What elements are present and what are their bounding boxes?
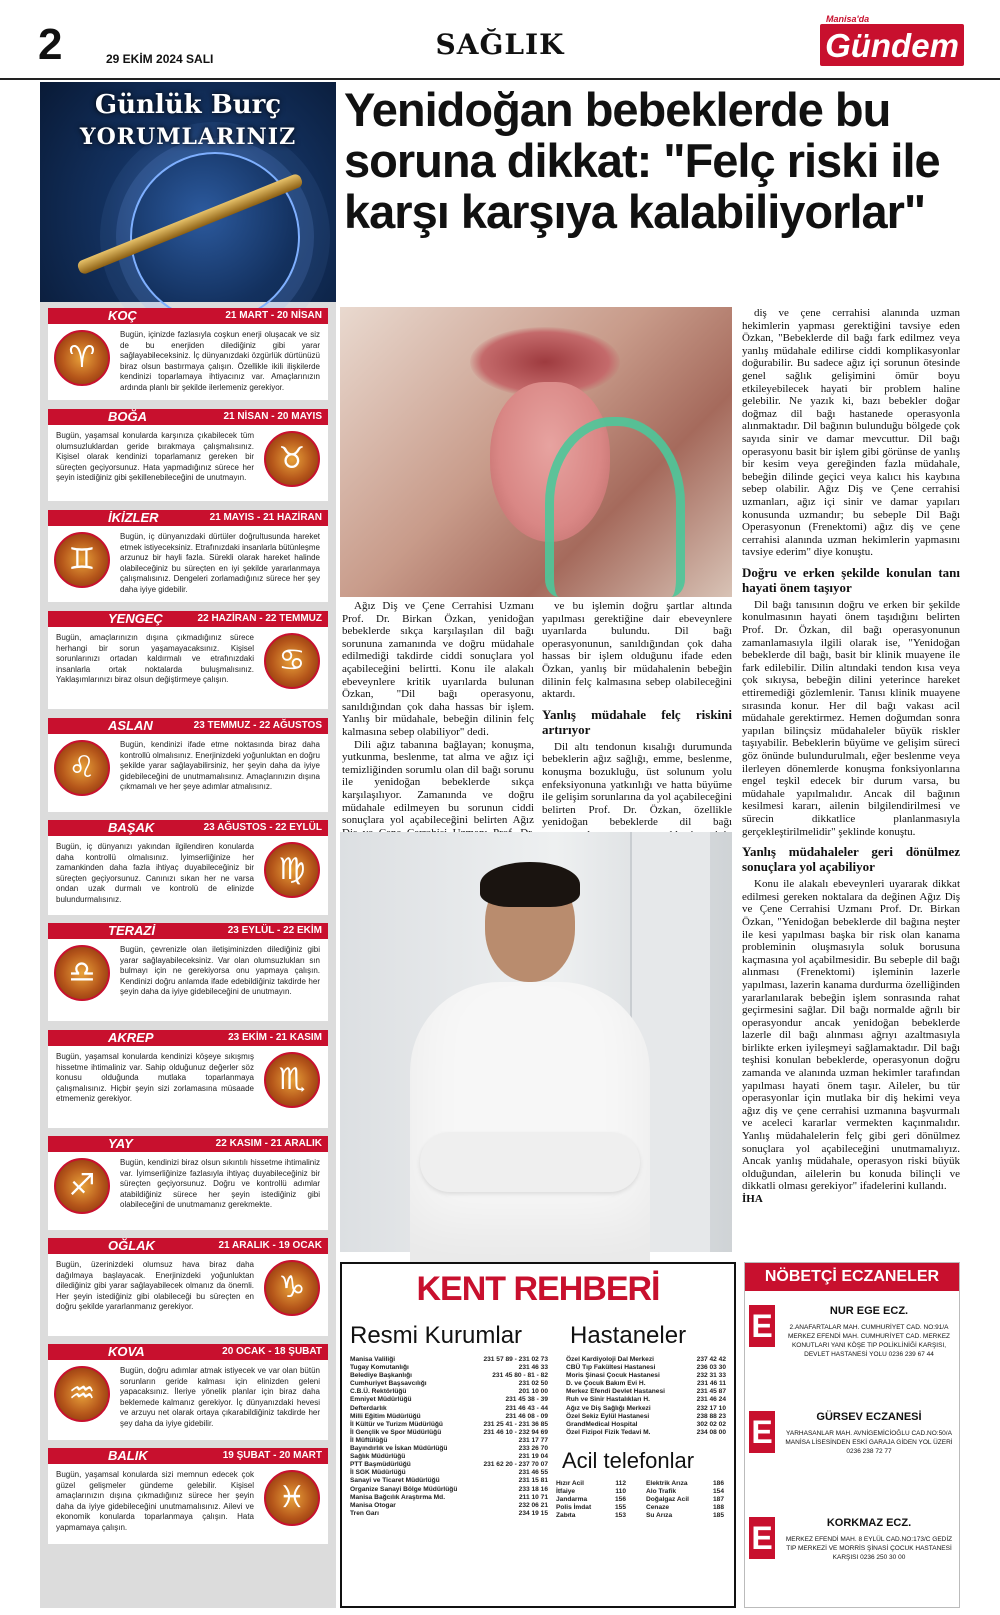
zodiac-sign-icon: ♍ (264, 842, 320, 898)
pharmacy-name: NUR EGE ECZ. (829, 1305, 909, 1317)
zodiac-sign-icon: ♊ (54, 532, 110, 588)
sign-name: BAŞAK (108, 820, 155, 835)
article-headline: Yenidoğan bebeklerde bu soruna dikkat: "Felç riski ile karşı karşıya kalabiliyorlar" (344, 83, 940, 238)
emergency-row (556, 1504, 626, 1512)
duty-pharmacies-title: NÖBETÇİ ECZANELER (745, 1263, 959, 1291)
directory-phone: 231 19 04 (518, 1453, 548, 1461)
directory-row (566, 1429, 726, 1437)
emergency-number: 112 (615, 1480, 626, 1487)
baby-tongue-photo (340, 307, 732, 597)
directory-row (350, 1477, 548, 1485)
pharmacy-entry (745, 1507, 961, 1607)
directory-row (350, 1469, 548, 1477)
emergency-name: Jandarma (556, 1496, 588, 1504)
article-paragraph: diş ve çene cerrahisi alanında uzman hekimlerin yapması gerektiğini tavsiye eden Özkan, "Bebeklerde dil bağı fark edilmez veya yanlış müdahale edilirse ciddi komplikasyonlar doğurabilir. Bu sadece ağız içi sorunun ötesinde genel sağlık gelişimini ömür boyu etkileyebilecek hayati bir problem haline gelebilir. Ne yazık ki, bazı bebekler doğar doğmaz dil bağı hastanede operasyonla alınmaktadır. Dil bağının bulunduğu bölgede çok sayıda sinir ve damar mevcuttur. Dil bağı operasyonu basit bir işlem gibi görünse de yanlış bir kesim veya gereğinden fazla müdahale, bebeğin dilinde geçici veya kalıcı his kaybına sebep olabilir. Ağız Diş ve Çene cerrahisi uzmanları, ağız içi sinir ve damar yapıları konusunda uzmandır; bu sebeple Dil Bağı Operasyonun (Frenektomi) ağız diş ve çene cerrahisi alanında uzman hekimlerin yapmasını tavsiye ederim" diye konuştu. (742, 307, 960, 559)
directory-row (566, 1421, 726, 1429)
sign-header-bar (48, 820, 328, 836)
directory-phone: 231 45 87 (696, 1388, 726, 1396)
directory-row (566, 1380, 726, 1388)
directory-name: C.B.Ü. Rektörlüğü (350, 1388, 407, 1396)
article-column-3 (742, 307, 960, 1255)
sign-text: Bugün, çevrenizle olan iletişiminizden dilediğiniz gibi yarar sağlayabileceksiniz. Var olan olumsuzlukları sın bulmayı için ne gerekiyorsa onu yapmaya çalışın. Kendinizi doğru anlamda ifade edebildiğiniz takdirde her şeyin daha da iyiye gidebileceğini de unutmayın. (120, 945, 320, 996)
pharmacy-address: MERKEZ EFENDİ MAH. 8 EYLÜL CAD.NO:173/C GEDİZ TIP MERKEZİ VE MORRİS ŞİNASİ ÇOCUK HASTANESİ KARŞISI 0236 250 30 00 (785, 1536, 953, 1561)
section-title: SAĞLIK (435, 28, 565, 61)
directory-row (350, 1413, 548, 1421)
horoscope-sign-card (48, 820, 328, 915)
zodiac-sign-icon: ♒ (54, 1366, 110, 1422)
directory-row (566, 1388, 726, 1396)
sign-name: BALIK (108, 1448, 148, 1463)
directory-name: Özel Sekiz Eylül Hastanesi (566, 1412, 650, 1420)
article-paragraph: Ağız Diş ve Çene Cerrahisi Uzmanı Prof. Dr. Birkan Özkan, yenidoğan bebeklerde sıkça karşılaşılan dil bağı sorununa zamanında ve doğru müdahale edilmediği takdirde ciddi sonuçlara yol açabileceğini belirtti. Konu ile alakalı ebeveynlere kritik uyarılarda bulunan Özkan, "Dil bağı operasyonu, sanıldığından çok daha hassas bir işlem. Yanlış bir müdahale, bebeğin dilinin felç kalmasına sebep olabiliyor" dedi. (342, 600, 534, 738)
directory-phone: 231 46 55 (518, 1469, 548, 1477)
sign-dates: 20 OCAK - 18 ŞUBAT (222, 1346, 322, 1357)
directory-row (350, 1388, 548, 1396)
directory-row (350, 1364, 548, 1372)
article-paragraph: Dili ağız tabanına bağlayan; konuşma, yutkunma, beslenme, tat alma ve ağız içi temizliğinden sorumlu olan dil bağı sorunu ile yenidoğan bebeklerde sıkça karşılaşılıyor. Zamanında ve doğru müdahale edilmeyen bu sorunun ciddi sonuçlara yol açabileceğini belirten Ağız (342, 738, 534, 827)
emergency-row (646, 1488, 724, 1496)
sign-header-bar (48, 308, 328, 324)
directory-phone: 231 46 24 (696, 1396, 726, 1404)
directory-phone: 231 46 08 - 09 (505, 1412, 548, 1420)
directory-name: Tren Garı (350, 1509, 379, 1517)
city-guide-box (340, 1262, 736, 1608)
pharmacy-e-icon: E (749, 1517, 775, 1559)
emergency-name: Zabıta (556, 1512, 576, 1520)
sign-dates: 21 MAYIS - 21 HAZİRAN (209, 512, 322, 523)
horoscope-column (40, 82, 336, 1608)
horoscope-title: Günlük Burç (94, 90, 282, 120)
directory-phone: 236 03 30 (696, 1364, 726, 1372)
directory-phone: 231 45 80 - 81 - 82 (492, 1372, 548, 1380)
directory-name: Merkez Efendi Devlet Hastanesi (566, 1388, 665, 1396)
sign-header-bar (48, 718, 328, 734)
sign-name: BOĞA (108, 409, 147, 424)
pharmacy-e-icon: E (749, 1411, 775, 1453)
horoscope-sign-card (48, 1344, 328, 1440)
emergency-name: Alo Trafik (646, 1488, 677, 1496)
directory-name: İl Kültür ve Turizm Müdürlüğü (350, 1420, 443, 1428)
directory-phone: 231 46 10 - 232 94 69 (483, 1428, 548, 1436)
emergency-row (646, 1512, 724, 1520)
article-subheading: Yanlış müdahaleler geri dönülmez sonuçlara yol açabiliyor (742, 844, 960, 875)
pharmacy-address: YARHASANLAR MAH. AVNİGEMİCİOĞLU CAD.NO:50/A MANİSA LİSESİNDEN ESKİ GARAJA GİDEN YOL ÜZERİ 0236 238 72 77 (785, 1430, 953, 1455)
sign-name: KOÇ (108, 308, 137, 323)
directory-row (566, 1372, 726, 1380)
directory-name: Cumhuriyet Başsavcılığı (350, 1380, 427, 1388)
directory-phone: 231 46 33 (518, 1364, 548, 1372)
sign-text: Bugün, iç dünyanızdaki dürtüler doğrultusunda hareket etmek istiyeceksiniz. Etrafınızdaki insanlarla bütünleşme arzunuz bir hayli fazla. Sürekli olarak hareket halinde olabileceğiniz bu süreçten en iyi şekilde yararlanmaya çalışmalısınız. Dengeleri zorlamadığınız sürece her şey daha iyiye gidebilir. (120, 532, 320, 594)
directory-phone: 231 25 41 - 231 36 85 (483, 1420, 548, 1428)
zodiac-sign-icon: ♈ (54, 330, 110, 386)
directory-name: Belediye Başkanlığı (350, 1372, 412, 1380)
horoscope-sign-card (48, 1136, 328, 1230)
sign-dates: 23 EKİM - 21 KASIM (228, 1032, 322, 1043)
sign-dates: 19 ŞUBAT - 20 MART (222, 1450, 322, 1461)
emergency-name: Hızır Acil (556, 1480, 584, 1487)
person-hair-shape (480, 862, 580, 907)
directory-name: Defterdarlık (350, 1404, 387, 1412)
directory-phone: 231 46 43 - 44 (505, 1404, 548, 1412)
directory-phone: 232 31 33 (696, 1372, 726, 1380)
directory-name: Özel Fizipol Fizik Tedavi M. (566, 1428, 651, 1436)
directory-name: İl Gençlik ve Spor Müdürlüğü (350, 1428, 442, 1436)
sign-name: YENGEÇ (108, 611, 163, 626)
sign-dates: 22 KASIM - 21 ARALIK (215, 1138, 322, 1149)
directory-phone: 231 02 50 (518, 1380, 548, 1388)
directory-row (350, 1437, 548, 1445)
doctor-portrait-photo (340, 832, 732, 1252)
directory-row (566, 1356, 726, 1364)
emergency-number: 110 (615, 1488, 626, 1496)
directory-row (566, 1364, 726, 1372)
directory-name: Emniyet Müdürlüğü (350, 1396, 412, 1404)
agency-credit: İHA (742, 1193, 763, 1205)
person-arms-shape (420, 1132, 640, 1192)
article-paragraph: Dil altı tendonun kısalığı durumunda bebeklerin ağız sağlığı, emme, beslenme, konuşma bozukluğu, üst solunum yolu enfeksiyonuna yatkınlığı ve hatta büyüme ile gelişim sorunlarına da yol açabileceğini belirten Prof. Dr. Özkan, özellikle yenidoğan bebeklerde dil bağı (542, 740, 732, 829)
directory-name: Bayındırlık ve İskan Müdürlüğü (350, 1445, 448, 1453)
sign-header-bar (48, 1344, 328, 1360)
emergency-number: 155 (614, 1504, 626, 1512)
emergency-row (646, 1496, 724, 1504)
emergency-number: 154 (712, 1488, 724, 1496)
directory-name: GrandMedical Hospital (566, 1420, 638, 1428)
zodiac-sign-icon: ♎ (54, 945, 110, 1001)
horoscope-sign-card (48, 1238, 328, 1336)
horoscope-sign-card (48, 308, 328, 400)
directory-phone: 232 17 10 (696, 1404, 726, 1412)
sign-header-bar (48, 1136, 328, 1152)
directory-name: Organize Sanayi Bölge Müdürlüğü (350, 1485, 458, 1493)
directory-row (350, 1405, 548, 1413)
directory-phone: 231 57 89 - 231 02 73 (483, 1356, 548, 1363)
directory-phone: 231 46 11 (697, 1380, 726, 1388)
article-subheading: Yanlış müdahale felç riskini artırıyor (542, 706, 732, 737)
newspaper-logo[interactable]: Gündem (820, 24, 964, 66)
emergency-phones-list (556, 1480, 626, 1520)
horoscope-sign-card (48, 923, 328, 1021)
emergency-number: 187 (712, 1496, 724, 1504)
sign-text: Bugün, yaşamsal konularda kendinizi köşeye sıkışmış hissetme ihtimaliniz var. Sahip olduğunuz değerler söz konusu olduğunda mutlaka toparlanmaya çalışmalısınız. Hiçbir şeyin sizi zorlamasına müsaade etmemeniz gerekiyor. (56, 1052, 254, 1103)
emergency-number: 156 (614, 1496, 626, 1504)
directory-phone: 233 18 16 (518, 1485, 548, 1493)
directory-phone: 233 26 70 (518, 1445, 548, 1453)
emergency-row (556, 1512, 626, 1520)
pharmacy-name: KORKMAZ ECZ. (826, 1517, 912, 1529)
emergency-number: 185 (712, 1512, 724, 1520)
sign-name: İKİZLER (108, 510, 159, 525)
page-header (0, 0, 1000, 80)
horoscope-sign-card (48, 718, 328, 812)
sign-dates: 23 AĞUSTOS - 22 EYLÜL (203, 822, 322, 833)
directory-name: Milli Eğitim Müdürlüğü (350, 1412, 421, 1420)
directory-name: Manisa Otogar (350, 1501, 396, 1509)
sign-name: AKREP (108, 1030, 154, 1045)
directory-name: Sağlık Müdürlüğü (350, 1453, 406, 1461)
directory-name: İl SGK Müdürlüğü (350, 1469, 406, 1477)
sign-header-bar (48, 1448, 328, 1464)
directory-name: Manisa Bağcılık Araştırma Md. (350, 1493, 446, 1501)
directory-name: Moris Şinasi Çocuk Hastanesi (566, 1372, 660, 1380)
zodiac-sign-icon: ♑ (264, 1260, 320, 1316)
emergency-number: 153 (614, 1512, 626, 1520)
page-number: 2 (38, 20, 63, 69)
emergency-number: 188 (712, 1504, 724, 1512)
horoscope-sign-card (48, 611, 328, 709)
sign-name: KOVA (108, 1344, 145, 1359)
horoscope-hero-image (40, 82, 336, 302)
directory-row (350, 1421, 548, 1429)
article-paragraph: ve bu işlemin doğru şartlar altında yapılması gerektiğine dair ebeveynlere uyarılarda bulundu. Dil bağı operasyonunun, sanıldığından çok daha hassas bir işlem olduğunu ifade eden Özkan, yanlış bir müdahalenin bebeğin dilinin felç kalmasına sebep olabileceğini aktardı. (542, 600, 732, 701)
directory-row (350, 1510, 548, 1518)
directory-row (350, 1396, 548, 1404)
horoscope-sign-card (48, 510, 328, 602)
directory-name: PTT Başmüdürlüğü (350, 1461, 411, 1469)
pharmacy-e-icon: E (749, 1305, 775, 1347)
logo-tagline: Manisa'da (826, 14, 870, 24)
sign-name: TERAZİ (108, 923, 155, 938)
emergency-name: İtfaiye (556, 1488, 576, 1496)
directory-name: Manisa Valiliği (350, 1356, 396, 1363)
sign-text: Bugün, iç dünyanızı yakından ilgilendiren konularda daha kontrollü olmalısınız. İyimserliğinize her zamankinden daha fazla ihtiyaç duyabileceğiniz bir süreçten geçiyorsunuz. Canınızı sıkan her ne varsa ondan uzak durmalı ve kontrolü de elinizde bulundurmalısınız. (56, 842, 254, 904)
article-column-2 (542, 600, 732, 828)
hospitals-title: Hastaneler (570, 1322, 687, 1349)
emergency-number: 186 (712, 1480, 724, 1487)
sign-header-bar (48, 611, 328, 627)
sign-header-bar (48, 923, 328, 939)
directory-phone: 231 45 38 - 39 (505, 1396, 548, 1404)
sign-dates: 22 HAZİRAN - 22 TEMMUZ (197, 613, 322, 624)
issue-date: 29 EKİM 2024 SALI (106, 52, 214, 66)
horoscope-sign-card (48, 1448, 328, 1544)
article-paragraph: Konu ile alakalı ebeveynleri uyararak dikkat edilmesi gereken noktalara da değinen Ağız Diş ve Çene Cerrahisi Uzmanı Prof. Dr. Birkan Özkan, "Yenidoğan bebeklerde dil bağına neşter ile kesi yapılması başka bir risk olan kanama probleminin oluşmasıyla soluk borusuna kaçmasına yol açabilmesidir. Bu sebeple dil bağı alınması (Frenektomi) işleminin lazerle yapılması, lazerin kanama durdurma özelliğinden yararlanılarak bebeğin işlem sonrasında rahat geçirmesini sağlar. Dil bağı normalde ağrılı bir operasyondur ancak yenidoğan bebeklerde lazerle dil bağı alınması ağrıyı azaltmasıyla birlikte erken iyileşmeyi sağlamaktadır. Dil bağı teşhisi konulan bebeklerde, operasyonun doğru zamanda ve alanında uzman hekimler tarafından yapılması hayati önem taşır. Aileler, bu tür operasyonlar için mutlaka bir diş hekimi veya ağız diş ve çene cerrahisi uzmanına başvurmalı ve aceleci kararlar vermekten kaçınmalıdır. Yanlış müdahalelerin felç gibi geri dönülmez sonuçlara yol açabileceğini unutmamalıyız. Ancak yanlış müdahale, operasyon riski büyük olduğundan, ailelerin bu konuda bilinçli ve dikkatli olması gerekiyor" ifadelerini kullandı. (742, 878, 960, 1193)
directory-name: Tugay Komutanlığı (350, 1364, 409, 1372)
official-institutions-list (350, 1356, 548, 1518)
sign-dates: 23 EYLÜL - 22 EKİM (227, 925, 322, 936)
sign-dates: 21 NİSAN - 20 MAYIS (223, 411, 322, 422)
directory-phone: 238 88 23 (696, 1412, 726, 1420)
directory-phone: 302 02 02 (696, 1420, 726, 1428)
directory-phone: 237 42 42 (696, 1356, 726, 1363)
zodiac-sign-icon: ♉ (264, 431, 320, 487)
pharmacy-address: 2.ANAFARTALAR MAH. CUMHURİYET CAD. NO:91/A MERKEZ EFENDİ MAH. CUMHURİYET CAD. MERKEZ KONUTLARI YANI KÖŞE TIP POLİKLİNİĞİ KARŞISI, DEVLET HASTANESİ YOLU 0236 239 67 44 (787, 1324, 951, 1358)
directory-name: Sanayi ve Ticaret Müdürlüğü (350, 1477, 440, 1485)
directory-phone: 234 19 15 (518, 1509, 548, 1517)
emergency-name: Cenaze (646, 1504, 670, 1512)
pharmacy-entry (745, 1401, 961, 1501)
directory-name: Ağız ve Diş Sağlığı Merkezi (566, 1404, 651, 1412)
zodiac-sign-icon: ♌ (54, 740, 110, 796)
directory-name: D. ve Çocuk Bakım Evi H. (566, 1380, 646, 1388)
pharmacy-entry (745, 1295, 961, 1395)
zodiac-sign-icon: ♐ (54, 1158, 110, 1214)
sign-header-bar (48, 510, 328, 526)
emergency-row (646, 1504, 724, 1512)
sign-dates: 21 MART - 20 NİSAN (225, 310, 322, 321)
directory-row (350, 1429, 548, 1437)
emergency-phones-title: Acil telefonlar (562, 1448, 695, 1473)
sign-name: YAY (108, 1136, 133, 1151)
tongue-tool-shape (545, 417, 685, 597)
sign-text: Bugün, yaşamsal konularda sizi memnun edecek çok güzel gelişmeler gündeme gelebilir. Kişisel amaçlarınızın dışına çıkmadığınız sürece her şeyin daha da iyiye gidebileceğini unutmamalısınız. Ailevi ve ekonomik konularda toparlanmaya çalışın. Hata yapmamaya çalışın. (56, 1470, 254, 1532)
emergency-row (556, 1480, 626, 1488)
directory-name: Ruh ve Sinir Hastalıkları H. (566, 1396, 650, 1404)
zodiac-sign-icon: ♏ (264, 1052, 320, 1108)
emergency-name: Elektrik Arıza (646, 1480, 688, 1487)
zodiac-sign-icon: ♋ (264, 633, 320, 689)
sign-text: Bugün, yaşamsal konularda karşınıza çıkabilecek tüm olumsuzluklardan geride bırakmaya çalışmalısınız. Kişisel olarak kendinizi toparlamanız gereken bir süreçten geçiyorsunuz. Hata yapmadığınız sürece her şeyin istediğiniz gibi şekillenebileceğini de unutmayın. (56, 431, 254, 482)
emergency-name: Polis İmdat (556, 1504, 592, 1512)
directory-name: CBÜ Tıp Fakültesi Hastanesi (566, 1364, 656, 1372)
sign-header-bar (48, 1238, 328, 1254)
directory-phone: 231 17 77 (518, 1436, 548, 1444)
directory-row (350, 1494, 548, 1502)
directory-phone: 211 10 71 (519, 1493, 548, 1501)
horoscope-sign-card (48, 1030, 328, 1128)
sign-text: Bugün, doğru adımlar atmak istiyecek ve var olan bütün sorunların geride kalması için elinizden geleni yapacaksınız. İleriye yönelik planlar için biraz daha beklemede kalmanız gerekiyor. İç dünyanızdaki hevesi ve arzuyu net olarak ortaya çıkarabildiğiniz takdirde her şey daha da iyiye gidebilir. (120, 1366, 320, 1428)
directory-row (350, 1502, 548, 1510)
article-subheading: Doğru ve erken şekilde konulan tanı hayati önem taşıyor (742, 564, 960, 595)
emergency-phones-list (646, 1480, 724, 1520)
directory-row (566, 1405, 726, 1413)
directory-phone: 201 10 00 (518, 1388, 548, 1396)
directory-name: İl Müftülüğü (350, 1436, 388, 1444)
sign-text: Bugün, içinizde fazlasıyla coşkun enerji oluşacak ve siz de bu enerjiden dilediğiniz gibi yarar sağlayabileceksiniz. İç dünyanızdaki özgürlük dürtünüzü biraz olsun bastırmaya çalışın. Özellikle ikili ilişkilerde kendinizi toparlamaya ihtiyacınız var. Amaçlarınızın ardında planlı bir şekilde ilerlemeniz gerekiyor. (120, 330, 320, 392)
sign-header-bar (48, 1030, 328, 1046)
directory-row (350, 1445, 548, 1453)
directory-row (350, 1372, 548, 1380)
official-institutions-title: Resmi Kurumlar (350, 1322, 523, 1349)
sign-name: ASLAN (108, 718, 153, 733)
emergency-row (556, 1488, 626, 1496)
article-column-1 (342, 600, 534, 828)
directory-row (566, 1413, 726, 1421)
sign-text: Bugün, kendinizi biraz olsun sıkıntılı hissetme ihtimaliniz var. İyimserliğinize fazlasıyla ihtiyaç duyabileceğiniz bir süreçten geçiyorsunuz. Doğru ve kontrollü adımlar atabildiğiniz sürece her şeyin istediğiniz gibi olabileceğini de unutmamanız gerekmekte. (120, 1158, 320, 1209)
directory-phone: 231 62 20 - 237 70 07 (483, 1461, 548, 1469)
horoscope-subtitle: YORUMLARINIZ (79, 124, 297, 150)
city-guide-title: KENT REHBERİ (416, 1270, 660, 1308)
directory-row (350, 1356, 548, 1364)
directory-phone: 232 06 21 (518, 1501, 548, 1509)
duty-pharmacies-box (744, 1262, 960, 1608)
sign-dates: 21 ARALIK - 19 OCAK (218, 1240, 322, 1251)
hospitals-list (566, 1356, 726, 1437)
sign-text: Bugün, kendinizi ifade etme noktasında biraz daha kontrollü olmalısınız. Enerjinizdeki yoğunluktan en doğru şekilde yarar sağlayabilirsiniz, her şeyin daha da iyiye gidebileceğini de unutmamalısınız. Amaçlarınızın dışına çıkmamalı ve her şeye adımlar atmalısınız. (120, 740, 320, 791)
article-paragraph: Dil bağı tanısının doğru ve erken bir şekilde konulmasının hayati önem taşıdığını belirten Prof. Dr. Özkan, dil bağı operasyonunun zamanlamasıyla ilgili olarak ise, "Yenidoğan bebeklerde dil bağı, basit bir klinik muayene ile fark edilebilir. Dilin altındaki tendon kısa veya çok sıkıysa, bebeğin dilini yeterince hareket ettiremediği gözlemlenir. Tanısı klinik muayene sırasında konur. Her dil bağı vakası acil müdahale gerektirmez. Hemen doğumdan sonra yapılan bilinçsiz müdahaleler büyük riskler taşıyabilir. Bebeklerin büyüme ve gelişim süreci göz önünde bulundurulmalı, eğer beslenme veya ilerleyen dönemlerde konuşma fonksiyonlarına engel teşkil edecek bir durum varsa, bu müdahale yapılmalıdır. Ancak dil bağının kesilmesi kararı, ailenin bilgilendirilmesi ve sürecin dikkatlice planlanmasıyla gerçekleştirilmelidir" şeklinde konuştu. (742, 598, 960, 838)
sign-header-bar (48, 409, 328, 425)
zodiac-sign-icon: ♓ (264, 1470, 320, 1526)
person-body-shape (410, 982, 650, 1262)
pharmacy-name: GÜRSEV ECZANESİ (816, 1411, 922, 1423)
directory-phone: 234 08 00 (696, 1428, 726, 1436)
horoscope-sign-card (48, 409, 328, 501)
directory-row (350, 1486, 548, 1494)
emergency-name: Doğalgaz Acil (646, 1496, 689, 1504)
sign-dates: 23 TEMMUZ - 22 AĞUSTOS (193, 720, 322, 731)
sign-text: Bugün, amaçlarınızın dışına çıkmadığınız sürece herhangi bir sorun yaşamayacaksınız. Kişisel sorunlarınızı ortadan kaldırmalı ve etrafınızdaki insanlarla ortak noktalarda buluşmalısınız. Yaklaşımlarınızı biraz olsun değiştirmeye çalışın. (56, 633, 254, 684)
directory-row (350, 1453, 548, 1461)
emergency-name: Su Arıza (646, 1512, 673, 1520)
directory-phone: 231 15 81 (518, 1477, 548, 1485)
sign-text: Bugün, üzerinizdeki olumsuz hava biraz daha dağılmaya başlayacak. Enerjinizdeki yoğunluktan dilediğiniz gibi yarar sağlayabilecek olmanız da önemli. Her şeyin istediğiniz gibi olabileceği bu süreçten en doğru şekilde yararlanmanız gerekiyor. (56, 1260, 254, 1311)
directory-row (566, 1396, 726, 1404)
emergency-row (646, 1480, 724, 1488)
directory-name: Özel Kardiyoloji Dal Merkezi (566, 1356, 654, 1363)
sign-name: OĞLAK (108, 1238, 155, 1253)
